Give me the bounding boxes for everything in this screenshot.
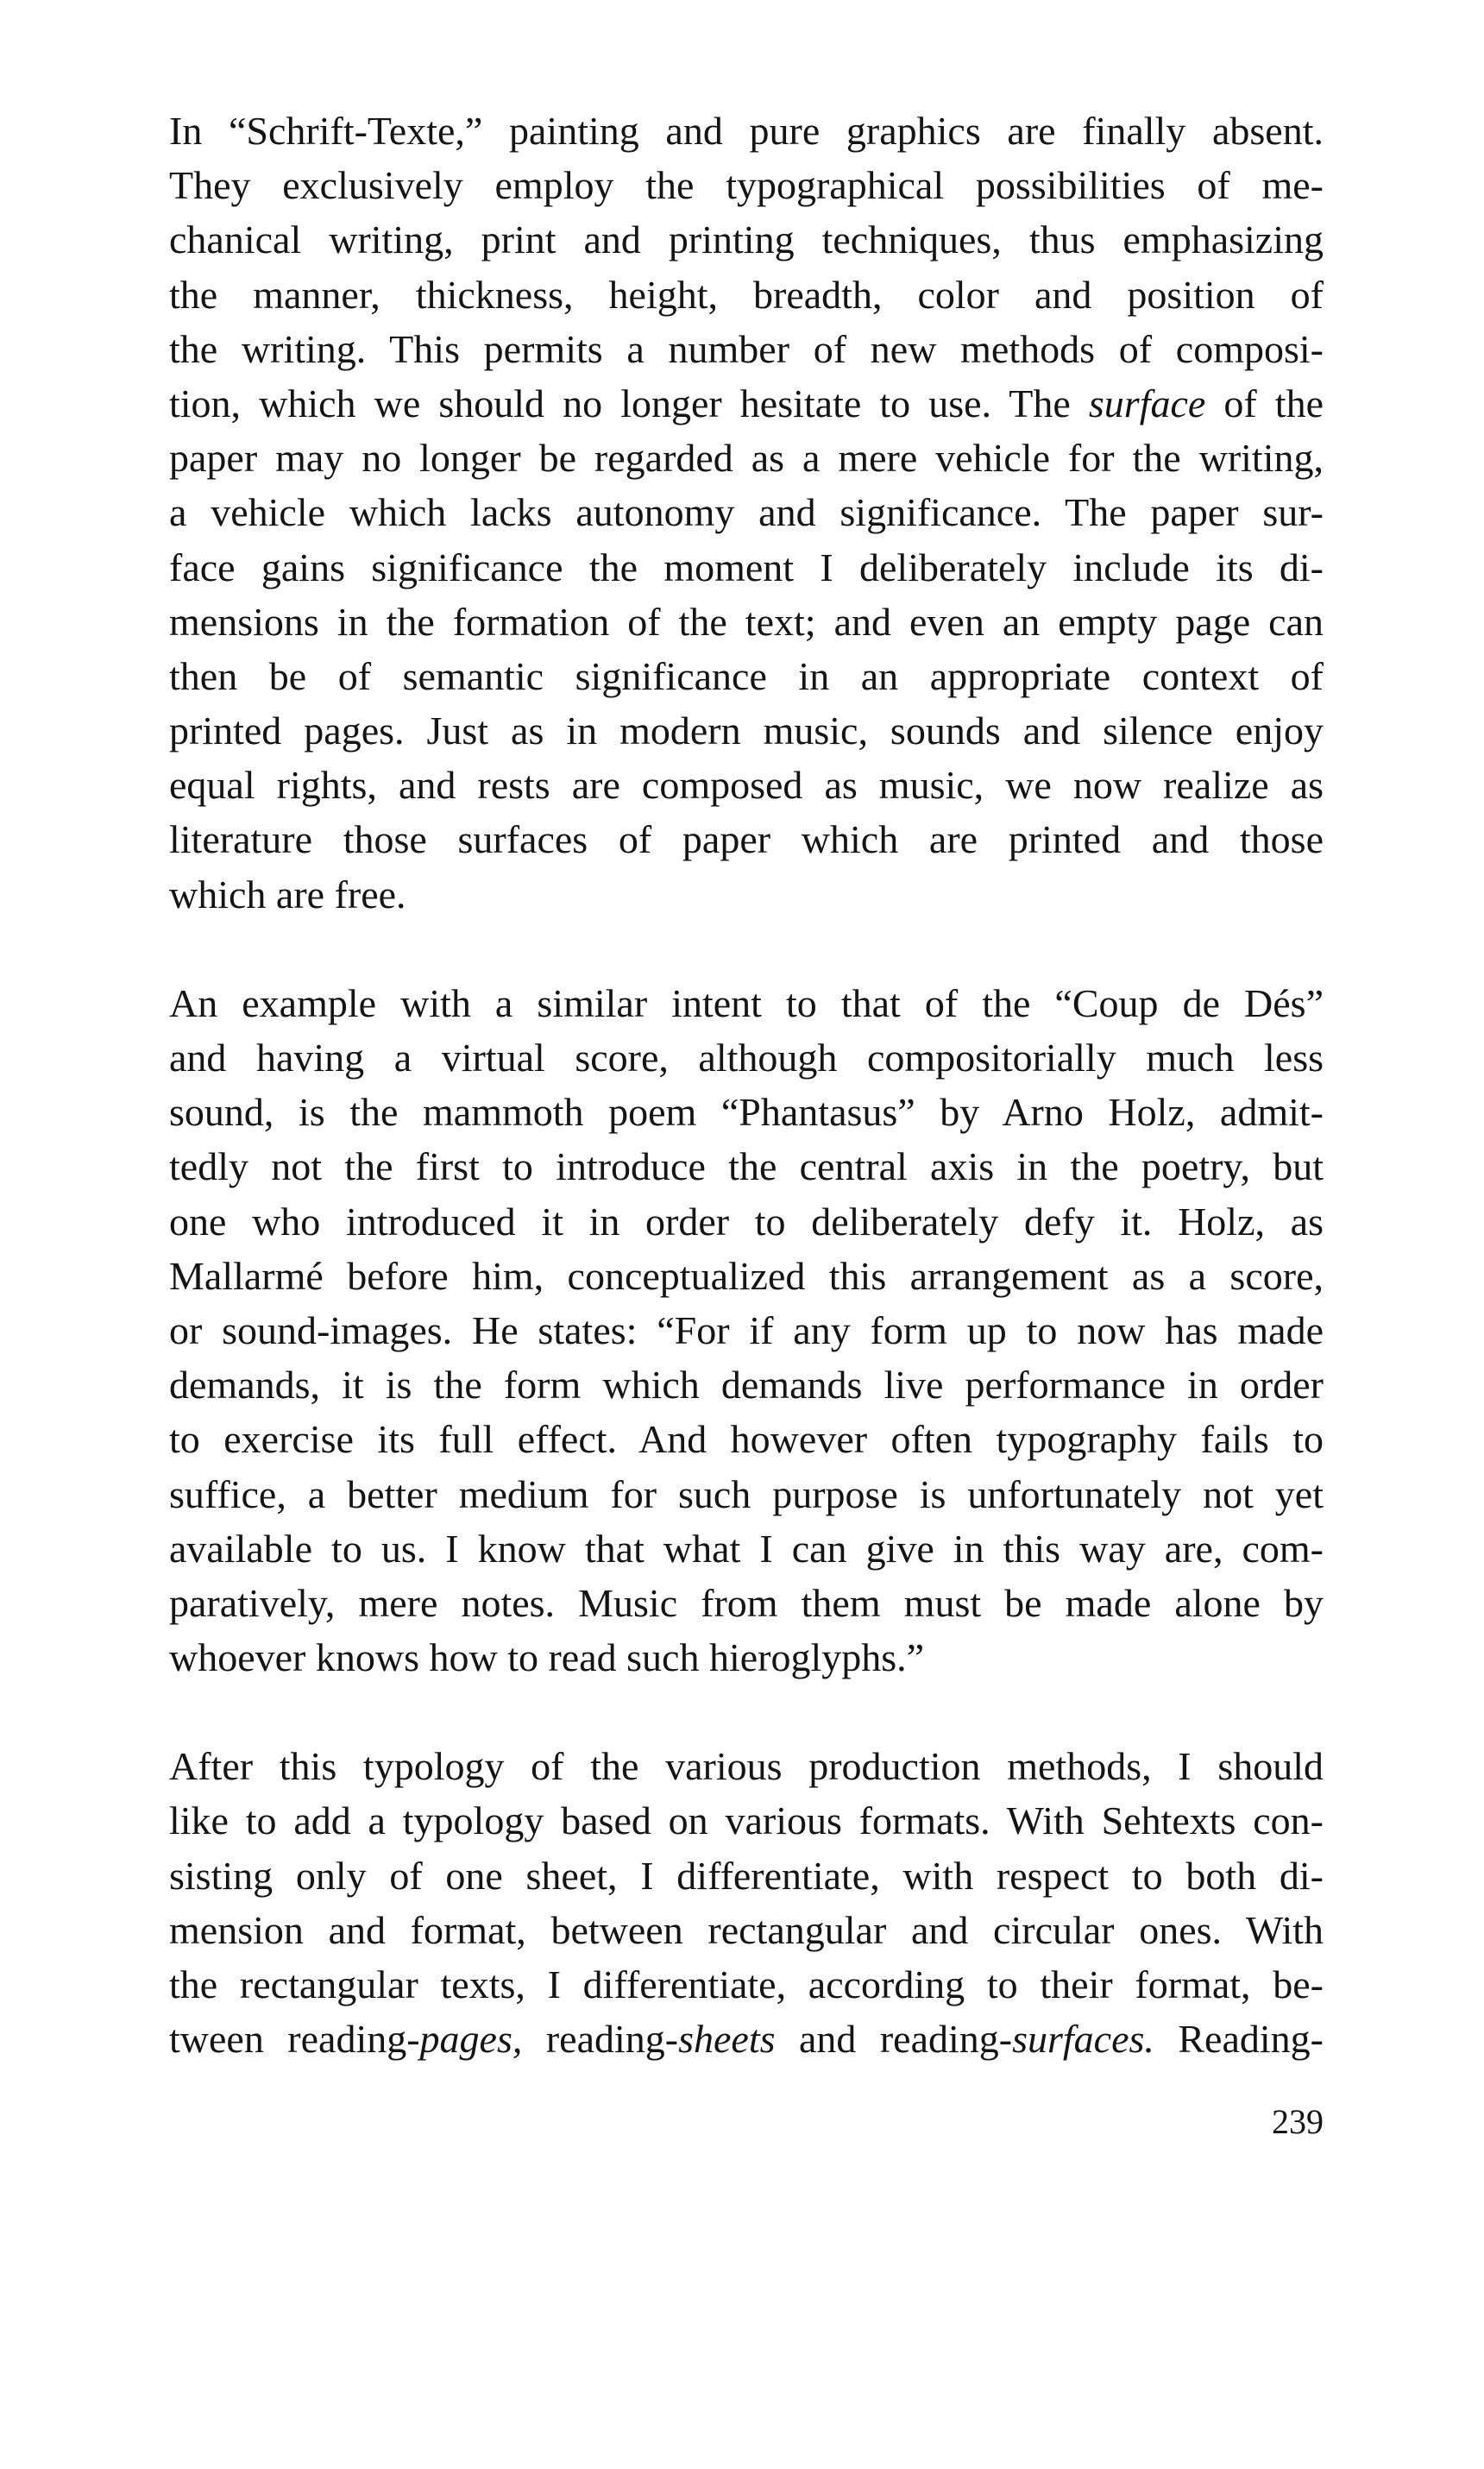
text-run: one who introduced it in order to deliberately defy it. Holz, as [169, 1199, 1324, 1244]
text-run: tedly not the first to introduce the central axis in the poetry, but [169, 1144, 1324, 1189]
text-run: face gains significance the moment I deliberately include its di- [169, 545, 1324, 589]
text-run: demands, it is the form which demands live performance in order [169, 1363, 1324, 1408]
text-run: tion, which we should no longer hesitate to use. The [169, 381, 1089, 425]
text-run: mension and format, between rectangular and circular ones. With [169, 1907, 1324, 1952]
text-line [169, 1903, 1324, 1957]
text-line [169, 104, 1324, 158]
text-line [169, 376, 1324, 431]
text-run: tween reading- [169, 2017, 420, 2062]
text-run: Reading- [1154, 2017, 1324, 2062]
text-run: suffice, a better medium for such purpose is unfortunately not yet [169, 1471, 1324, 1516]
text-line [169, 1521, 1324, 1576]
body-text [169, 104, 1324, 2066]
text-line [169, 1467, 1324, 1521]
text-run: After this typology of the various production methods, I should [169, 1744, 1324, 1789]
italic-text: surface [1088, 381, 1206, 425]
text-line [169, 540, 1324, 595]
italic-text: sheets [678, 2017, 776, 2062]
text-line [169, 1194, 1324, 1249]
text-line [169, 1303, 1324, 1357]
text-line [169, 1412, 1324, 1466]
paragraph-gap [169, 922, 1324, 976]
text-run: They exclusively employ the typographical possibilities of me- [169, 163, 1324, 208]
text-line [169, 212, 1324, 267]
text-line [169, 431, 1324, 485]
text-run: of the [1205, 381, 1324, 425]
text-run: printed pages. Just as in modern music, sounds and silence enjoy [169, 709, 1324, 753]
text-line [169, 158, 1324, 212]
text-run: the rectangular texts, I differentiate, according to their format, be- [169, 1962, 1324, 2006]
text-run: or sound-images. He states: “For if any form up to now has made [169, 1307, 1324, 1352]
text-line [169, 1085, 1324, 1139]
text-line [169, 1357, 1324, 1412]
paragraph-3 [169, 1739, 1324, 2066]
text-line [169, 268, 1324, 322]
text-line [169, 703, 1324, 758]
text-line [169, 758, 1324, 812]
text-run: the writing. This permits a number of new methods of composi- [169, 326, 1324, 371]
text-line [169, 812, 1324, 866]
text-run: sound, is the mammoth poem “Phantasus” by Arno Holz, admit- [169, 1090, 1324, 1135]
text-line [169, 1630, 1324, 1685]
text-run: which are free. [169, 872, 406, 916]
text-run: the manner, thickness, height, breadth, color and position of [169, 272, 1324, 317]
text-run: equal rights, and rests are composed as music, we now realize as [169, 763, 1324, 808]
text-run: then be of semantic significance in an appropriate context of [169, 653, 1324, 698]
text-run: paratively, mere notes. Music from them must be made alone by [169, 1580, 1324, 1625]
text-run: and having a virtual score, although compositorially much less [169, 1036, 1324, 1080]
text-line [169, 2012, 1324, 2066]
text-line [169, 1576, 1324, 1630]
text-line [169, 1957, 1324, 2012]
text-run: mensions in the formation of the text; and even an empty page can [169, 599, 1324, 644]
text-line [169, 649, 1324, 703]
text-line [169, 1249, 1324, 1303]
paragraph-1 [169, 104, 1324, 922]
text-run: paper may no longer be regarded as a mere vehicle for the writing, [169, 436, 1324, 481]
text-run: whoever knows how to read such hieroglyphs.” [169, 1635, 925, 1680]
paragraph-2 [169, 976, 1324, 1685]
text-line [169, 322, 1324, 376]
text-run: literature those surfaces of paper which are printed and those [169, 817, 1324, 862]
text-line [169, 1139, 1324, 1194]
text-line [169, 867, 1324, 922]
text-line [169, 1793, 1324, 1848]
italic-text: surfaces. [1012, 2017, 1154, 2062]
paragraph-gap [169, 1685, 1324, 1739]
text-line [169, 1030, 1324, 1085]
text-run: available to us. I know that what I can give in this way are, com- [169, 1526, 1324, 1571]
text-run: and reading- [775, 2017, 1013, 2062]
text-run: like to add a typology based on various formats. With Sehtexts con- [169, 1798, 1324, 1843]
text-line [169, 595, 1324, 649]
text-run: Mallarmé before him, conceptualized this arrangement as a score, [169, 1253, 1324, 1298]
text-run: chanical writing, print and printing techniques, thus emphasizing [169, 217, 1324, 262]
text-line [169, 485, 1324, 539]
text-run: sisting only of one sheet, I differentiate, with respect to both di- [169, 1853, 1324, 1898]
text-line [169, 976, 1324, 1030]
italic-text: pages, [419, 2017, 523, 2062]
text-line [169, 1849, 1324, 1903]
text-run: An example with a similar intent to that of the “Coup de Dés” [169, 980, 1324, 1025]
page-number: 239 [1272, 2102, 1324, 2141]
text-run: to exercise its full effect. And however often typography fails to [169, 1417, 1324, 1462]
text-run: In “Schrift-Texte,” painting and pure graphics are finally absent. [169, 109, 1324, 153]
text-line [169, 1739, 1324, 1793]
text-run: reading- [522, 2017, 679, 2062]
text-run: a vehicle which lacks autonomy and significance. The paper sur- [169, 490, 1324, 535]
